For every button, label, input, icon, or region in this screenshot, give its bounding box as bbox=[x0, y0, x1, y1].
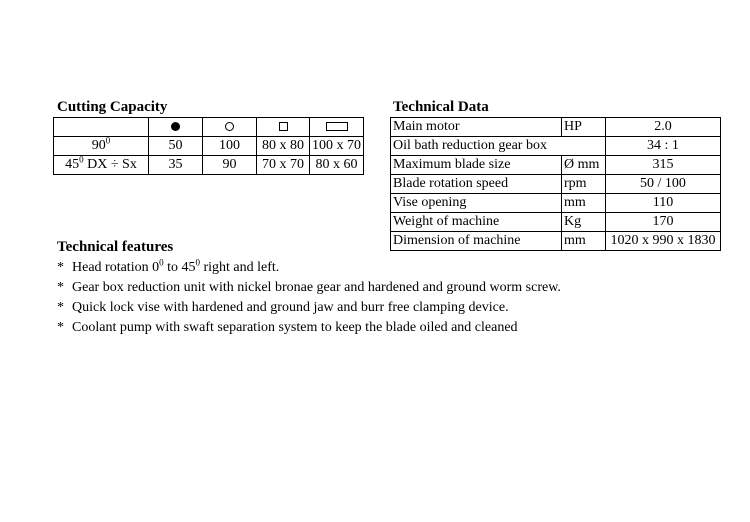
rectangular-bar-icon bbox=[326, 122, 348, 131]
square-bar-icon bbox=[279, 122, 288, 131]
label-cell: Oil bath reduction gear box bbox=[391, 137, 606, 156]
value-cell: 80 x 80 bbox=[257, 137, 310, 156]
unit-cell: HP bbox=[562, 118, 606, 137]
header-cell bbox=[203, 118, 257, 137]
bullet: * bbox=[57, 260, 64, 275]
table-row bbox=[54, 137, 364, 156]
table-row bbox=[54, 156, 364, 175]
value-cell: 70 x 70 bbox=[257, 156, 310, 175]
value-cell: 170 bbox=[606, 213, 721, 232]
value-cell: 50 / 100 bbox=[606, 175, 721, 194]
cutting-capacity-title: Cutting Capacity bbox=[57, 99, 168, 115]
bullet: * bbox=[57, 300, 64, 315]
table-row bbox=[391, 194, 721, 213]
value-cell: 35 bbox=[149, 156, 203, 175]
technical-data-table bbox=[390, 117, 721, 251]
value-cell: 100 bbox=[203, 137, 257, 156]
list-item bbox=[57, 279, 561, 299]
value-cell: 100 x 70 bbox=[310, 137, 364, 156]
unit-cell: mm bbox=[562, 194, 606, 213]
list-item: * Head rotation $0^0$ to $45^0$ right and left. bbox=[57, 257, 280, 275]
list-item bbox=[57, 299, 561, 319]
value-cell: 110 bbox=[606, 194, 721, 213]
header-cell bbox=[310, 118, 364, 137]
table-row bbox=[391, 232, 721, 251]
header-empty-cell bbox=[54, 118, 149, 137]
label-cell: Main motor bbox=[391, 118, 562, 137]
table-row bbox=[391, 118, 721, 137]
value-cell: 80 x 60 bbox=[310, 156, 364, 175]
value-cell: 2.0 bbox=[606, 118, 721, 137]
value-cell: 315 bbox=[606, 156, 721, 175]
feature-text: Gear box reduction unit with nickel bronae gear and hardened and ground worm screw. bbox=[72, 280, 561, 295]
header-cell bbox=[257, 118, 310, 137]
bullet: * bbox=[57, 280, 64, 295]
angle-cell: $45^0$ DX ÷ Sx bbox=[54, 156, 149, 175]
unit-cell: mm bbox=[562, 232, 606, 251]
value-cell: 1020 x 990 x 1830 bbox=[606, 232, 721, 251]
value-cell: 50 bbox=[149, 137, 203, 156]
unit-cell: rpm bbox=[562, 175, 606, 194]
label-cell: Dimension of machine bbox=[391, 232, 562, 251]
list-item bbox=[57, 319, 561, 339]
label-cell: Weight of machine bbox=[391, 213, 562, 232]
bullet: * bbox=[57, 320, 64, 335]
label-cell: Blade rotation speed bbox=[391, 175, 562, 194]
unit-cell: Kg bbox=[562, 213, 606, 232]
label-cell: Maximum blade size bbox=[391, 156, 562, 175]
feature-text: Coolant pump with swaft separation system to keep the blade oiled and cleaned bbox=[72, 320, 518, 335]
value-cell: 34 : 1 bbox=[606, 137, 721, 156]
value-cell: 90 bbox=[203, 156, 257, 175]
tube-icon bbox=[225, 122, 234, 131]
angle-cell: $90^0$ bbox=[54, 137, 149, 156]
cutting-capacity-table bbox=[53, 117, 364, 175]
technical-features-title: Technical features bbox=[57, 239, 174, 255]
feature-text: Quick lock vise with hardened and ground jaw and burr free clamping device. bbox=[72, 300, 509, 315]
round-bar-icon bbox=[171, 122, 180, 131]
label-cell: Vise opening bbox=[391, 194, 562, 213]
table-row bbox=[391, 213, 721, 232]
table-header-row bbox=[54, 118, 364, 137]
unit-cell: Ø mm bbox=[562, 156, 606, 175]
table-row bbox=[391, 156, 721, 175]
technical-data-title: Technical Data bbox=[393, 99, 489, 115]
technical-features-list bbox=[57, 259, 561, 339]
table-row bbox=[391, 175, 721, 194]
table-row bbox=[391, 137, 721, 156]
header-cell bbox=[149, 118, 203, 137]
